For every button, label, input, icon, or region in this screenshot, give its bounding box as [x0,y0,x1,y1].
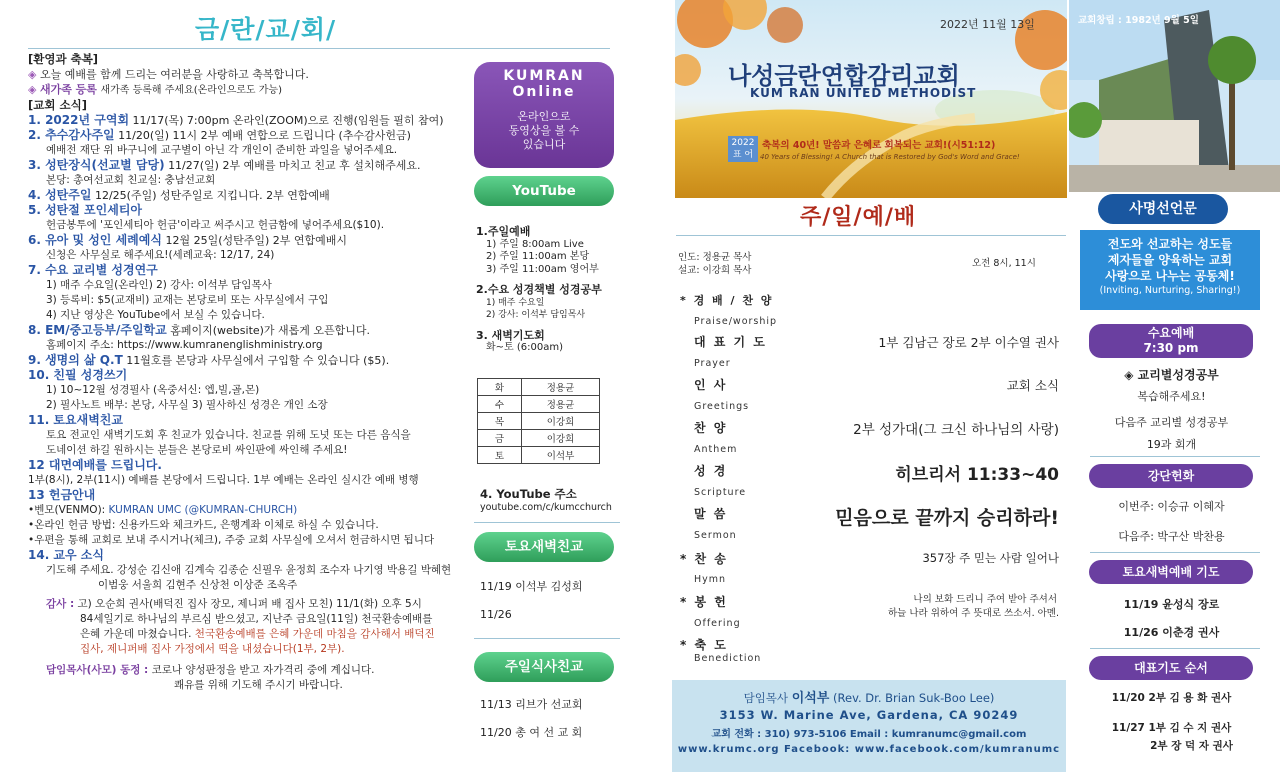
welcome-heading: [환영과 축복] [28,52,99,66]
news-7-detail-3: 4) 지난 영상은 YouTube에서 보실 수 있습니다. [46,309,265,321]
divider [474,522,620,523]
church-address: 3153 W. Marine Ave, Gardena, CA 90249 [719,708,1019,722]
mission-statement: 전도와 선교하는 성도들 제자들을 양육하는 교회 사랑으로 나누는 공동체! (Inviting, Nurturing, Sharing!) [1080,230,1260,310]
online-schedule [476,226,626,355]
thanks-line-3: 은혜 가운데 마쳤습니다. 천국환송예배를 은혜 가운데 마침을 감사해서 배덕진 [80,628,435,640]
news-8: 8. EM/중고등부/주일학교 홈페이지(website)가 새롭게 오픈합니다. [28,323,371,337]
saturday-fellowship-button[interactable]: 토요새벽친교 [474,532,614,562]
saturday-fellowship-1: 11/19 이석부 김성희 [480,580,583,593]
church-name-kr: 나성금란연합감리교회 [728,62,960,90]
altar-flowers-this-week: 이번주: 이승규 이혜자 [1118,500,1225,513]
saturday-prayer-2: 11/26 이춘경 권사 [1123,626,1220,639]
pastor-line: 담임목사 이석부 (Rev. Dr. Brian Suk-Boo Lee) [743,691,995,706]
divider [676,235,1066,236]
bulletin-title: 금/란/교/회/ [195,15,337,44]
kumran-online-title: KUMRAN Online [503,68,585,100]
diamond-icon: ◈ [28,83,40,96]
sunday-1: 1) 주일 8:00am Live [486,238,584,250]
youtube-address[interactable]: youtube.com/c/kumcchurch [480,502,612,513]
worship-leader: 인도: 정용균 목사 [678,252,752,263]
dawn-heading: 3. 새벽기도회 [476,328,545,342]
motto-kr: 축복의 40년! 말씀과 은혜로 회복되는 교회!(시51:12) [762,140,996,151]
welcome-line-1: ◈ 오늘 예배를 함께 드리는 여러분을 사랑하고 축복합니다. [28,68,309,81]
worship-title: 주/일/예/배 [800,205,917,230]
news-6-detail: 신청은 사무실로 해주세요!(세례교육: 12/17, 24) [46,249,275,261]
wednesday-study: ◈ 교리별성경공부 [1124,368,1219,382]
announcements [28,52,458,693]
news-10: 10. 친필 성경쓰기 [28,368,128,382]
sunday-meal-button[interactable]: 주일식사친교 [474,652,614,682]
divider [28,48,610,49]
news-13-mail: •우편을 통해 교회로 보내 주시거나(체크), 주중 교회 사무실에 오셔서 헌금하시면 됩니다 [28,534,435,546]
news-4: 4. 성탄주일 12/25(주일) 성탄주일로 지킵니다. 2부 연합예배 [28,188,330,202]
pastor-news-2: 쾌유를 위해 기도해 주시기 바랍니다. [174,679,343,691]
saturday-fellowship-2: 11/26 [480,608,512,621]
church-phone-email[interactable]: 교회 전화 : 310) 973-5106 Email : kumranumc@gmail.com [711,729,1027,740]
news-5-detail: 헌금봉투에 '포인세티아 헌금'이라고 써주시고 헌금함에 넣어주세요($10). [46,219,385,231]
news-13-online: •온라인 헌금 방법: 신용카드와 체크카드, 은행계좌 이체로 하실 수 있습니다. [28,519,379,531]
worship-preacher: 설교: 이강희 목사 [678,265,752,276]
table-row: 금 이강희 [478,430,600,447]
news-6: 6. 유아 및 성인 세례예식 12월 25일(성탄주일) 2부 연합예배시 [28,233,348,247]
youtube-address-heading: 4. YouTube 주소 [480,487,577,501]
table-row: 화 정용균 [478,379,600,396]
diamond-icon: ◈ [28,68,40,81]
church-name-en: KUM RAN UNITED METHODIST [750,86,977,100]
thanks-line-1: 감사 : 고) 오순희 권사(배덕진 집사 장모, 제니퍼 배 집사 모친) 11/1(화) 오후 5시 [46,598,422,610]
study-2: 2) 강사: 이석부 담임목사 [486,310,586,320]
church-web[interactable]: www.krumc.org Facebook: www.facebook.com/kumranumc [677,744,1061,755]
youtube-button[interactable]: YouTube [474,176,614,206]
motto-tag: 2022 표 어 [728,136,758,162]
bulletin-date: 2022년 11월 13일 [940,18,1035,31]
divider [1090,456,1260,457]
altar-flowers-title: 강단헌화 [1089,464,1253,488]
wednesday-next: 다음주 교리별 성경공부 [1114,416,1229,429]
kumran-online-box [474,62,614,168]
divider [1090,648,1260,649]
divider [474,638,620,639]
news-13: 13 헌금안내 [28,488,96,502]
sunday-2: 2) 주일 11:00am 본당 [486,251,590,262]
news-2-detail: 예배전 재단 위 바구니에 교구별이 아닌 각 개인이 준비한 과일을 넣어주세요. [46,144,398,156]
thanks-line-2: 84세일기로 하나님의 부르심 받으셨고, 지난주 금요일(11일) 천국환송예배를 [80,613,433,625]
saturday-prayer-1: 11/19 윤성식 장로 [1123,598,1220,611]
news-11-detail-1: 토요 전교인 새벽기도회 후 친교가 있습니다. 친교를 위해 도넛 또는 다른 음식을 [46,429,411,441]
news-14: 14. 교우 소식 [28,548,104,562]
wednesday-service-title: 수요예배 7:30 pm [1089,324,1253,358]
motto-en: 40 Years of Blessing! A Church that is Restored by God's Word and Grace! [760,153,1020,161]
altar-flowers-next-week: 다음주: 박구산 박찬용 [1118,530,1225,543]
wednesday-review: 복습해주세요! [1137,390,1206,403]
mission-title: 사명선언문 [1098,194,1228,224]
welcome-line-2: ◈ 새가족 등록 새가족 등록해 주세요(온라인으로도 가능) [28,83,282,96]
news-12-detail: 1부(8시), 2부(11시) 예배를 본당에서 드립니다. 1부 예배는 온라인 실시간 예배 병행 [28,474,419,486]
news-3: 3. 성탄장식(선교별 담당) 11/27(일) 2부 예배를 마치고 친교 후 설치해주세요. [28,158,421,172]
thanks-line-4: 집사, 제니퍼배 집사 가정에서 떡을 내셨습니다(1부, 2부). [80,643,345,655]
dawn-prayer-table [477,378,600,464]
church-contact-box [672,680,1066,772]
news-7: 7. 수요 교리별 성경연구 [28,263,158,277]
news-2: 2. 추수감사주일 11/20(일) 11시 2부 예배 연합으로 드립니다 (추수감사헌금) [28,128,411,142]
service-time: 오전 8시, 11시 [972,258,1036,269]
representative-prayer-3: 2부 장 덕 자 권사 [1150,740,1233,752]
dawn-time: 화~토 (6:00am) [486,342,564,353]
table-row: 토 이석부 [478,447,600,464]
sunday-3: 3) 주일 11:00am 영어부 [486,263,599,275]
representative-prayer-2: 11/27 1부 김 수 지 권사 [1111,722,1232,734]
news-14-detail-1: 기도해 주세요. 강성순 김신애 김계숙 김종순 신필우 윤정희 조수자 나기영 박용길 박혜현 [46,564,452,576]
news-9: 9. 생명의 삶 Q.T 11월호를 본당과 사무실에서 구입할 수 있습니다 ($5). [28,353,390,367]
study-1: 1) 매주 수요일 [486,297,545,308]
news-3-detail: 본당: 총여선교회 친교실: 충남선교회 [46,174,216,186]
news-7-detail-2: 3) 등록비: $5(교재비) 교재는 본당로비 또는 사무실에서 구입 [46,294,329,306]
wednesday-lesson: 19과 회개 [1146,438,1197,451]
news-10-detail-1: 1) 10~12월 성경필사 (옥중서신: 엡,빌,골,몬) [46,384,260,396]
news-10-detail-2: 2) 필사노트 배부: 본당, 사무실 3) 필사하신 성경은 개인 소장 [46,399,328,411]
kumran-online-desc: 온라인으로 동영상을 볼 수 있습니다 [508,110,580,151]
sunday-heading: 1.주일예배 [476,225,531,238]
table-row: 목 이강희 [478,413,600,430]
representative-prayer-1: 11/20 2부 김 용 화 권사 [1111,692,1232,704]
news-1: 1. 2022년 구역회 11/17(목) 7:00pm 온라인(ZOOM)으로 진행(임원들 필히 참여) [28,113,444,127]
sunday-meal-1: 11/13 리브가 선교회 [480,698,583,711]
news-heading: [교회 소식] [28,98,87,112]
news-14-detail-2: 이범웅 서울희 김현주 신상천 이상준 조옥주 [98,579,298,591]
church-building-photo [1069,0,1280,192]
news-7-detail-1: 1) 매주 수요일(온라인) 2) 강사: 이석부 담임목사 [46,279,272,291]
news-13-venmo: •벤모(VENMO): KUMRAN UMC (@KUMRAN-CHURCH) [28,504,298,516]
founding-date: 교회창립 : 1982년 9월 5일 [1078,15,1199,26]
representative-prayer-title: 대표기도 순서 [1089,656,1253,680]
study-heading: 2.수요 성경책별 성경공부 [476,283,602,296]
pastor-news-1: 담임목사(사모) 동정 : 코로나 양성판정을 받고 자가격리 중에 계십니다. [46,664,375,676]
sunday-meal-2: 11/20 총 여 선 교 회 [480,726,583,739]
news-8-detail: 홈페이지 주소: https://www.kumranenglishministry.org [46,339,323,351]
news-11-detail-2: 도네이션 하길 원하시는 분들은 본당로비 싸인판에 싸인해 주세요! [46,444,348,456]
news-11: 11. 토요새벽친교 [28,413,123,427]
saturday-prayer-title: 토요새벽예배 기도 [1089,560,1253,584]
news-12: 12 대면예배를 드립니다. [28,458,162,472]
news-5: 5. 성탄절 포인세티아 [28,203,143,217]
table-row: 수 정용균 [478,396,600,413]
divider [1090,552,1260,553]
